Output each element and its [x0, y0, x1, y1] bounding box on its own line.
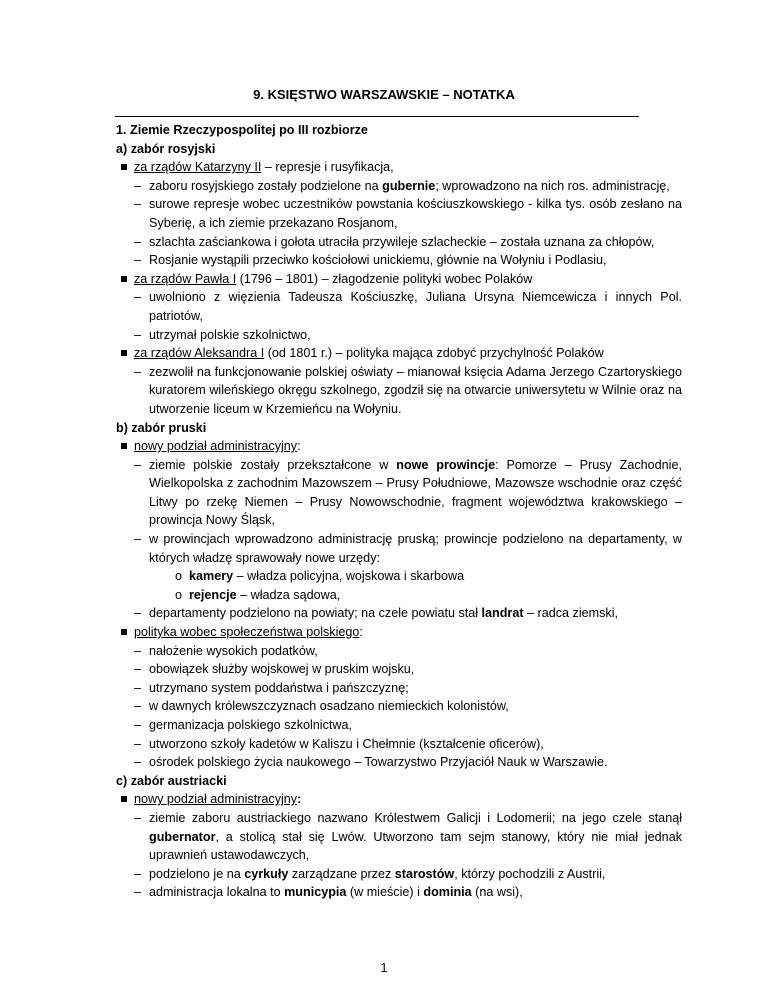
dash-text: ziemie zaboru austriackiego nazwano Królestwem Galicji i Lodomerii; na jego czele stanął — [149, 810, 682, 825]
circle-bold: rejencje — [189, 587, 237, 602]
bullet-polityka-pruska-title: polityka wobec społeczeństwa polskiego — [134, 625, 360, 640]
subsection-heading-c: c) zabór austriacki — [116, 773, 227, 788]
dash-marker: – — [134, 457, 142, 472]
dash-item — [116, 735, 682, 754]
dash-marker: – — [134, 290, 142, 305]
dash-text: – radca ziemski, — [523, 606, 619, 621]
bullet-podzial-austriacki — [116, 790, 682, 809]
dash-item — [116, 753, 682, 772]
dash-bold: gubernator — [149, 829, 216, 844]
dash-item — [116, 456, 682, 530]
dash-marker: – — [134, 718, 142, 732]
dash-text: w prowincjach wprowadzono administrację pruską; prowincje podzielono na departamenty, w których władzę sprawowały nowe urzędy: — [149, 532, 682, 565]
dash-text: surowe represje wobec uczestników powstania kościuszkowskiego - kilka tys. osób zesłano na Syberię, a ich ziemie przekazano Rosjanom, — [149, 197, 682, 230]
dash-marker: – — [134, 699, 142, 714]
dash-bold: gubernie — [382, 178, 436, 193]
bullet-podzial-pruski — [116, 437, 682, 456]
dash-marker: – — [134, 234, 142, 249]
bullet-katarzyna-title: za rządów Katarzyny II — [134, 160, 262, 175]
dash-text: ośrodek polskiego życia naukowego – Towarzystwo Przyjaciół Nauk w Warszawie. — [149, 755, 608, 770]
bullet-katarzyna — [116, 158, 682, 177]
dash-text: , a stolicą stał się Lwów. Utworzono tam sejm stanowy, który nie miał jednak uprawnień ustawodawczych, — [149, 829, 682, 863]
dash-marker: – — [134, 643, 142, 658]
dash-item — [116, 679, 682, 698]
document-title: 9. KSIĘSTWO WARSZAWSKIE – NOTATKA — [253, 87, 515, 102]
dash-text: podzielono je na — [149, 866, 245, 881]
dash-text: administracja lokalna to — [149, 885, 285, 900]
dash-item — [116, 195, 682, 232]
dash-marker: – — [134, 364, 142, 379]
bullet-podzial-austriacki-title: nowy podział administracyjny — [134, 792, 298, 807]
dash-marker: – — [134, 197, 142, 212]
bullet-polityka-pruska-rest: : — [359, 625, 363, 640]
dash-item — [116, 177, 682, 196]
dash-text: ; wprowadzono na nich ros. administrację, — [435, 178, 670, 193]
dash-item — [116, 288, 682, 325]
dash-item — [116, 865, 682, 884]
circle-bold: kamery — [189, 569, 234, 584]
dash-marker: – — [134, 866, 142, 881]
dash-text: (w mieście) i — [346, 885, 424, 900]
dash-text: ziemie polskie zostały przekształcone w — [149, 457, 397, 472]
subsection-heading-a: a) zabór rosyjski — [116, 141, 216, 156]
bullet-aleksander — [116, 344, 682, 363]
document-body — [116, 121, 682, 902]
dash-marker: – — [134, 662, 142, 677]
dash-item — [116, 363, 682, 419]
page-number: 1 — [380, 961, 388, 975]
circle-item — [116, 586, 682, 605]
circle-marker: o — [175, 569, 183, 584]
dash-text: utworzono szkoły kadetów w Kaliszu i Chełmnie (kształcenie oficerów), — [149, 736, 544, 751]
title-underline — [115, 116, 639, 117]
bullet-pawel-rest: (1796 – 1801) – złagodzenie polityki wobec Polaków — [236, 271, 533, 286]
dash-text: zezwolił na funkcjonowanie polskiej oświaty – mianował księcia Adama Jerzego Czartoryskiego kuratorem wileńskiego okręgu szkolnego, zgodził się na otwarcie uniwersytetu w Wilnie oraz na utworzenie liceum w Krzemieńcu na Wołyniu. — [149, 364, 682, 416]
dash-bold: nowe prowincje — [396, 457, 496, 472]
dash-text: zarządzane przez — [288, 866, 395, 881]
bullet-pawel-title: za rządów Pawła I — [134, 271, 237, 286]
dash-text: utrzymano system poddaństwa i pańszczyznę; — [149, 680, 409, 695]
subsection-heading-b: b) zabór pruski — [116, 420, 207, 435]
circle-marker: o — [175, 587, 183, 602]
dash-marker: – — [134, 810, 142, 825]
bullet-aleksander-title: za rządów Aleksandra I — [134, 346, 265, 361]
bullet-aleksander-rest: (od 1801 r.) – polityka mająca zdobyć przychylność Polaków — [264, 346, 604, 361]
section-heading-1: 1. Ziemie Rzeczypospolitej po III rozbiorze — [116, 123, 368, 137]
bullet-katarzyna-rest: – represje i rusyfikacja, — [261, 160, 394, 175]
circle-item — [116, 567, 682, 586]
bullet-podzial-pruski-title: nowy podział administracyjny — [134, 439, 298, 454]
dash-item — [116, 716, 682, 735]
circle-text: – władza sądowa, — [236, 587, 341, 602]
dash-text: : Pomorze – Prusy Zachodnie, Wielkopolska z zachodnim Mazowszem – Prusy Południowe, Mazowsze wschodnie oraz część Litwy po rzekę Niemen – Prusy Nowowschodnie, fragment województwa krakowskiego – prowincja Nowy Śląsk, — [149, 457, 682, 528]
dash-item — [116, 642, 682, 661]
dash-text: uwolniono z więzienia Tadeusza Kościuszkę, Juliana Ursyna Niemcewicza i innych Pol. patriotów, — [149, 290, 682, 323]
dash-marker: – — [134, 178, 142, 193]
dash-text: germanizacja polskiego szkolnictwa, — [149, 718, 352, 732]
dash-marker: – — [134, 253, 142, 268]
bullet-polityka-pruska — [116, 623, 682, 642]
dash-item — [116, 809, 682, 865]
dash-item — [116, 530, 682, 567]
dash-item — [116, 660, 682, 679]
dash-text: w dawnych królewszczyznach osadzano niemieckich kolonistów, — [149, 699, 509, 714]
dash-marker: – — [134, 736, 142, 751]
dash-text: (na wsi), — [471, 885, 523, 900]
dash-text: departamenty podzielono na powiaty; na czele powiatu stał — [149, 606, 482, 621]
dash-bold: dominia — [423, 885, 472, 900]
dash-bold: cyrkuły — [244, 866, 289, 881]
dash-text: utrzymał polskie szkolnictwo, — [149, 327, 311, 342]
dash-text: Rosjanie wystąpili przeciwko kościołowi unickiemu, głównie na Wołyniu i Podlasiu, — [149, 253, 607, 268]
dash-item — [116, 697, 682, 716]
bullet-podzial-pruski-rest: : — [297, 439, 301, 454]
dash-text: szlachta zaściankowa i gołota utraciła przywileje szlacheckie – została uznana za chłopów, — [149, 234, 655, 249]
dash-item — [116, 604, 682, 623]
dash-marker: – — [134, 755, 142, 770]
dash-text: zaboru rosyjskiego zostały podzielone na — [149, 178, 383, 193]
dash-bold: landrat — [481, 606, 524, 621]
dash-text: obowiązek służby wojskowej w pruskim wojsku, — [149, 662, 415, 677]
dash-text: , którzy pochodzili z Austrii, — [454, 866, 606, 881]
circle-text: – władza policyjna, wojskowa i skarbowa — [233, 569, 465, 584]
dash-text: nałożenie wysokich podatków, — [149, 643, 318, 658]
dash-marker: – — [134, 327, 142, 342]
dash-bold: municypia — [284, 885, 347, 900]
dash-item — [116, 233, 682, 252]
bullet-pawel — [116, 270, 682, 289]
dash-marker: – — [134, 606, 142, 621]
dash-bold: starostów — [394, 866, 455, 881]
dash-marker: – — [134, 885, 142, 900]
dash-item — [116, 251, 682, 270]
bullet-podzial-austriacki-rest: : — [297, 792, 302, 807]
dash-marker: – — [134, 532, 142, 547]
dash-marker: – — [134, 680, 142, 695]
dash-item — [116, 883, 682, 902]
dash-item — [116, 326, 682, 345]
